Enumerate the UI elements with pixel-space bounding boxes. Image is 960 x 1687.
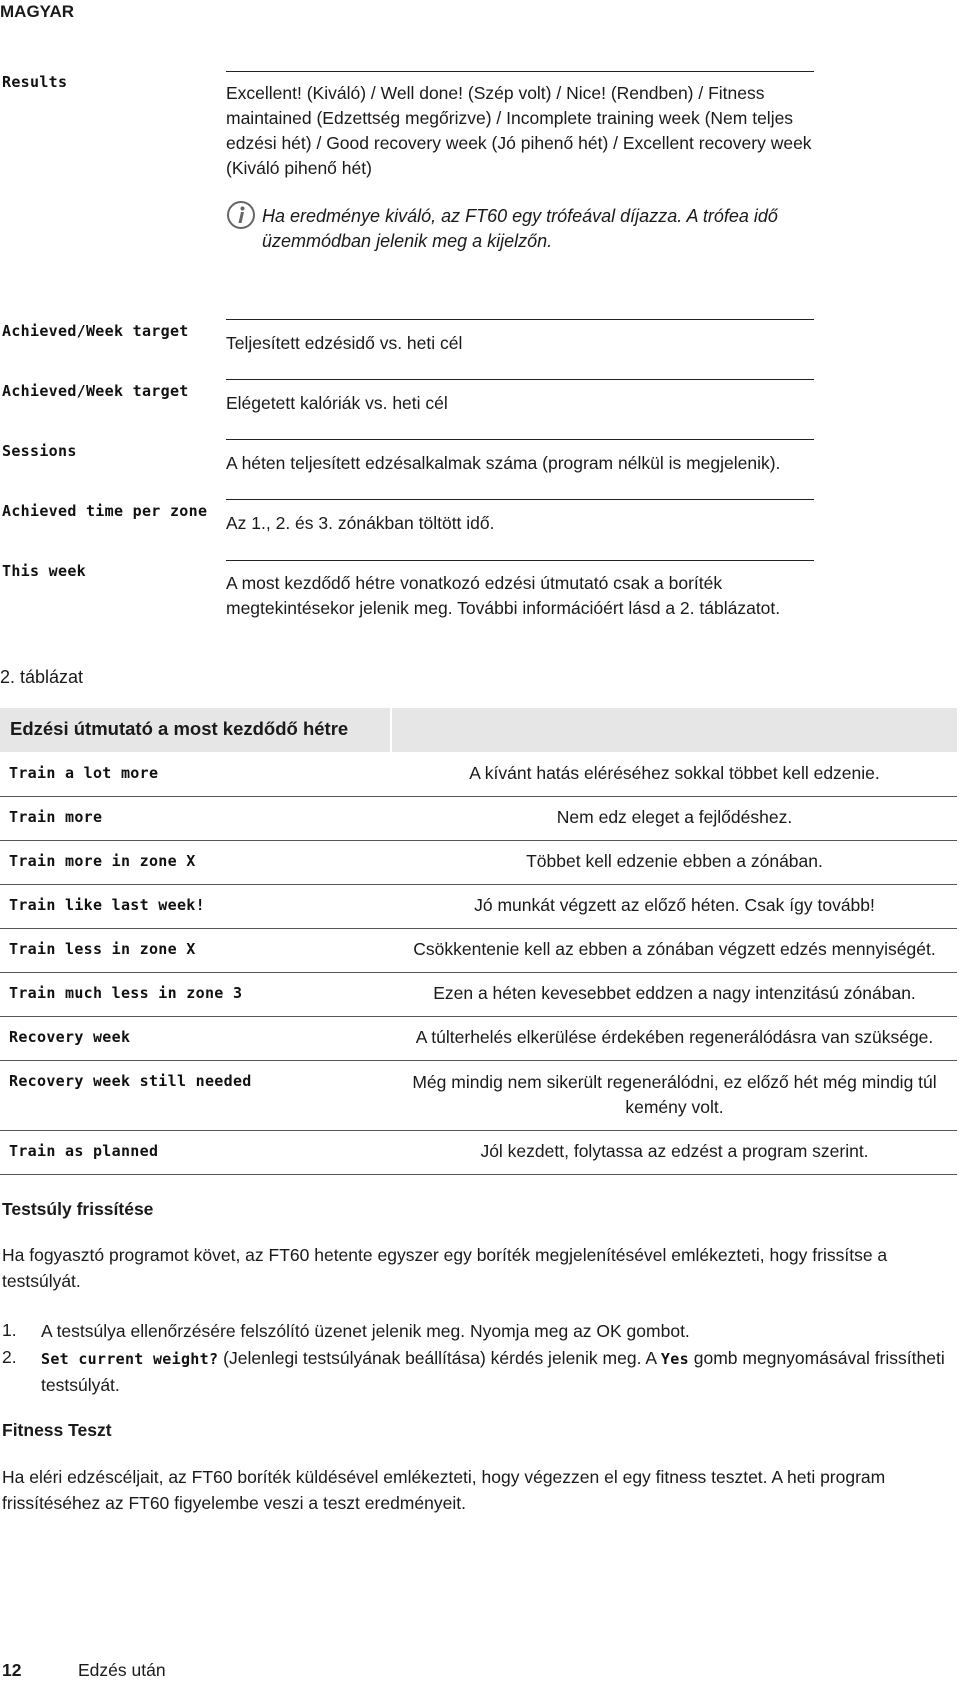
- item-label: Sessions: [2, 442, 77, 460]
- table-row: [0, 752, 957, 797]
- table-row-label: Train like last week!: [9, 896, 205, 914]
- language-label: MAGYAR: [0, 2, 74, 21]
- item-text: A most kezdődő hétre vonatkozó edzési útmutató csak a boríték megtekintésekor jelenik meg. További információért lásd a 2. táblázatot.: [226, 573, 781, 618]
- weight-section-title: Testsúly frissítése: [2, 1199, 154, 1219]
- table-row: [0, 840, 957, 885]
- step-text-middle: (Jelenlegi testsúlyának beállítása) kérdés jelenik meg. A: [218, 1348, 661, 1368]
- page-number: 12: [2, 1660, 22, 1680]
- divider: [226, 71, 814, 72]
- results-text: Excellent! (Kiváló) / Well done! (Szép volt) / Nice! (Rendben) / Fitness maintained (Edzettség megőrizve) / Incomplete training week (Nem teljes edzési hét) / Good recovery week (Jó pihenő hét) / Excellent recovery week (Kiváló pihenő hét): [226, 83, 812, 178]
- table-row-text: Még mindig nem sikerült regenerálódni, ez előző hét még mindig túl kemény volt.: [412, 1072, 937, 1117]
- table-row-text: Jól kezdett, folytassa az edzést a program szerint.: [480, 1141, 869, 1161]
- table-row: [0, 1016, 957, 1061]
- step-number: 2.: [2, 1347, 17, 1367]
- fitness-text: Ha eléri edzéscéljait, az FT60 boríték küldésével emlékezteti, hogy végezzen el egy fitness tesztet. A heti program frissítéséhez az FT60 figyelembe veszi a teszt eredményeit.: [2, 1467, 886, 1513]
- step-text: [41, 1345, 951, 1398]
- table-row-label: Train more: [9, 808, 103, 826]
- table-row-text: Nem edz eleget a fejlődéshez.: [556, 807, 793, 827]
- table-title: Edzési útmutató a most kezdődő hétre: [10, 718, 349, 739]
- item-label: Achieved time per zone: [2, 502, 208, 520]
- item-label: Achieved/Week target: [2, 382, 189, 400]
- table-row-text: Ezen a héten kevesebbet eddzen a nagy intenzitású zónában.: [433, 983, 916, 1003]
- header-separator: [390, 708, 392, 752]
- step-text-end: gomb megnyomásával frissítheti testsúlyát.: [41, 1348, 945, 1395]
- table-row-text: Jó munkát végzett az előző héten. Csak így tovább!: [474, 895, 875, 915]
- table-row-text: Csökkentenie kell az ebben a zónában végzett edzés mennyiségét.: [413, 939, 936, 959]
- divider: [226, 319, 814, 320]
- results-label: Results: [2, 73, 68, 91]
- results-note: Ha eredménye kiváló, az FT60 egy trófeával díjazza. A trófea idő üzemmódban jelenik meg a kijelzőn.: [262, 206, 778, 251]
- step-number: 1.: [2, 1320, 17, 1340]
- divider: [226, 379, 814, 380]
- fitness-section-title: Fitness Teszt: [2, 1420, 112, 1440]
- table-row-label: Train much less in zone 3: [9, 984, 243, 1002]
- item-text: Elégetett kalóriák vs. heti cél: [226, 393, 448, 413]
- table-row-label: Train as planned: [9, 1142, 159, 1160]
- divider: [226, 499, 814, 500]
- table-row: [0, 1060, 957, 1131]
- table-row: [0, 796, 957, 841]
- table-row-label: Recovery week: [9, 1028, 131, 1046]
- divider: [226, 560, 814, 561]
- item-label: Achieved/Week target: [2, 322, 189, 340]
- item-text: A héten teljesített edzésalkalmak száma (program nélkül is megjelenik).: [226, 453, 781, 473]
- table-row: [0, 884, 957, 929]
- lcd-text: Yes: [660, 1350, 689, 1368]
- info-icon: [226, 200, 256, 230]
- step-text: A testsúlya ellenőrzésére felszólító üzenet jelenik meg. Nyomja meg az OK gombot.: [41, 1321, 690, 1341]
- item-text: Teljesített edzésidő vs. heti cél: [226, 333, 463, 353]
- table-row-text: A túlterhelés elkerülése érdekében regenerálódásra van szüksége.: [415, 1027, 934, 1047]
- table-row: [0, 1130, 957, 1175]
- table-row-text: Többet kell edzenie ebben a zónában.: [526, 851, 823, 871]
- table-caption: 2. táblázat: [0, 667, 84, 687]
- item-label: This week: [2, 562, 86, 580]
- table-row: [0, 972, 957, 1017]
- table-row-label: Train more in zone X: [9, 852, 196, 870]
- footer-section: Edzés után: [78, 1660, 166, 1680]
- item-text: Az 1., 2. és 3. zónákban töltött idő.: [226, 513, 495, 533]
- divider: [226, 439, 814, 440]
- table-row: [0, 928, 957, 973]
- table-row-label: Train a lot more: [9, 764, 159, 782]
- table-header: [0, 708, 957, 752]
- table-row-text: A kívánt hatás eléréséhez sokkal többet kell edzenie.: [469, 763, 880, 783]
- weight-intro: Ha fogyasztó programot követ, az FT60 hetente egyszer egy boríték megjelenítésével emlékezteti, hogy frissítse a testsúlyát.: [2, 1245, 888, 1291]
- table-row-label: Recovery week still needed: [9, 1072, 252, 1090]
- lcd-text: Set current weight?: [41, 1350, 219, 1368]
- table-row-label: Train less in zone X: [9, 940, 196, 958]
